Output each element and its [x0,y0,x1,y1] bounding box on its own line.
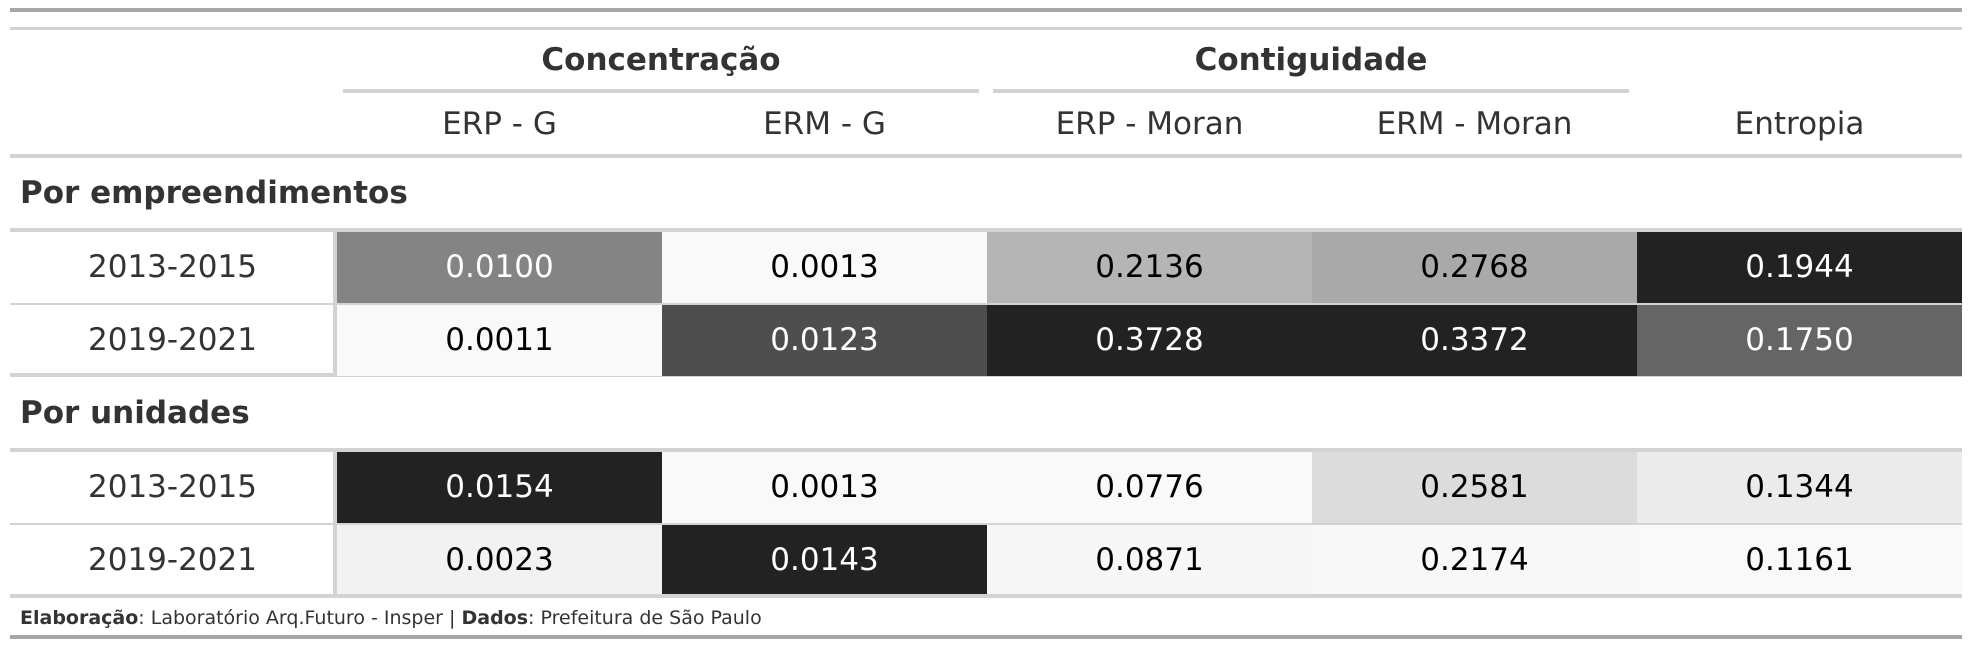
spanner-contiguidade-rule [993,89,1629,93]
column-header-erm-moran: ERM - Moran [1376,106,1573,142]
table-cell: 0.0011 [337,305,662,376]
table-cell: 0.0100 [337,232,662,303]
group-label-unidades: Por unidades [20,395,250,431]
table-cell: 0.2136 [987,232,1312,303]
spanner-concentracao-rule [343,89,979,93]
table-cell: 0.1161 [1637,525,1962,596]
row-label: 2019-2021 [88,322,257,358]
spanner-contiguidade: Contiguidade [1194,42,1428,78]
column-header-erm-g: ERM - G [763,106,886,142]
footnote-label-dados: Dados [461,607,529,629]
table-cell: 0.2581 [1312,452,1637,523]
table-cell: 0.0143 [662,525,987,596]
table-cell: 0.3372 [1312,305,1637,376]
table-cell: 0.1750 [1637,305,1962,376]
footnote-text-dados: : Prefeitura de São Paulo [528,607,762,629]
footnote-text-elaboracao: : Laboratório Arq.Futuro - Insper | [138,607,462,629]
footnote-label-elaboracao: Elaboração [20,607,139,629]
table-cell: 0.2768 [1312,232,1637,303]
table-cell: 0.0871 [987,525,1312,596]
table-cell: 0.0776 [987,452,1312,523]
table-cell: 0.0013 [662,452,987,523]
group-label-empreendimentos: Por empreendimentos [20,175,408,211]
row-label: 2019-2021 [88,542,257,578]
table-cell: 0.0154 [337,452,662,523]
table-cell: 0.1944 [1637,232,1962,303]
spanner-concentracao: Concentração [541,42,781,78]
table-header-top-rule [10,27,1962,30]
table-cell: 0.0013 [662,232,987,303]
row-label: 2013-2015 [88,469,257,505]
column-header-entropia: Entropia [1734,106,1865,142]
row-label: 2013-2015 [88,249,257,285]
column-header-erp-g: ERP - G [442,106,557,142]
table-cell: 0.0023 [337,525,662,596]
table-footnote [20,604,762,632]
header-bottom-rule [10,154,1962,158]
column-header-erp-moran: ERP - Moran [1055,106,1244,142]
table-cell: 0.0123 [662,305,987,376]
table-cell: 0.3728 [987,305,1312,376]
group-2-bottom-rule [10,594,1962,598]
table-cell: 0.1344 [1637,452,1962,523]
table-bottom-rule [10,635,1962,639]
table-top-rule [10,8,1962,12]
table-cell: 0.2174 [1312,525,1637,596]
